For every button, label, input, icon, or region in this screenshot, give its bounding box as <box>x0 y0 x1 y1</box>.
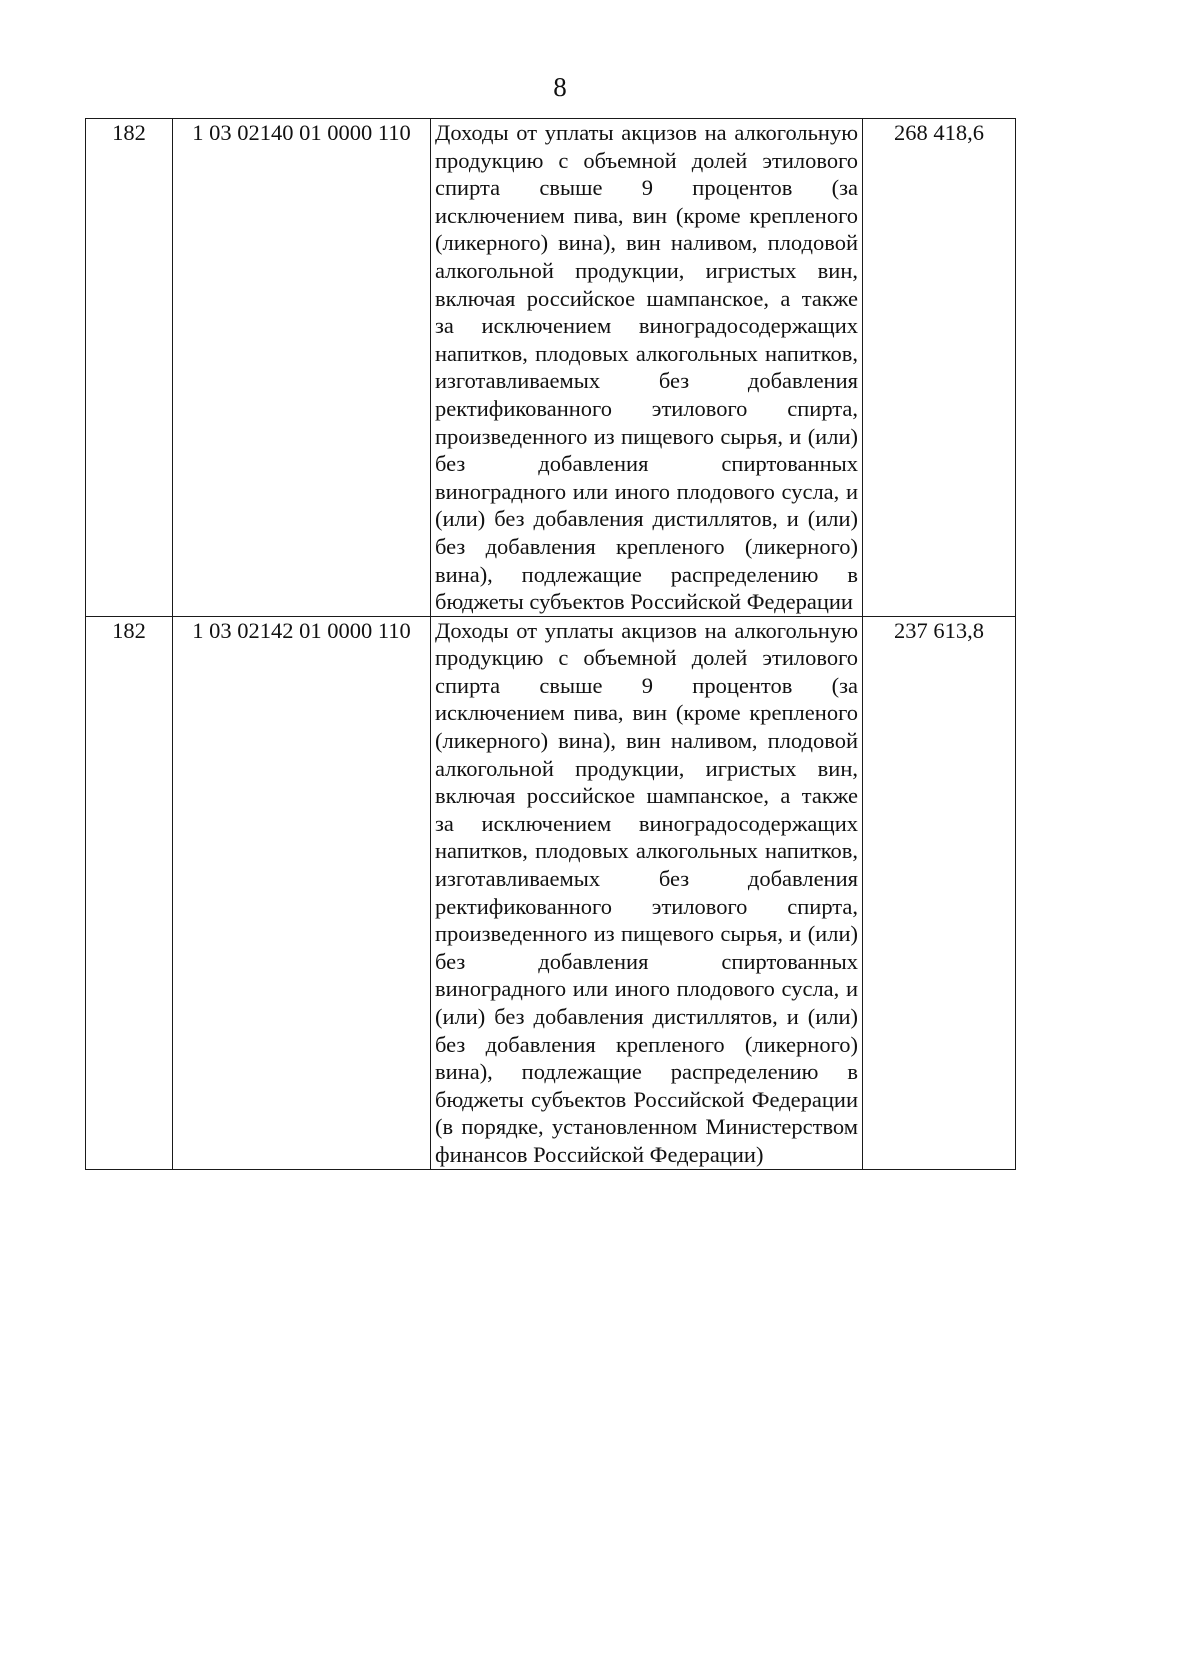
admin-code-cell: 182 <box>86 119 173 617</box>
revenue-table <box>85 118 1016 1170</box>
table-row <box>86 616 1016 1169</box>
income-code-cell: 1 03 02140 01 0000 110 <box>173 119 431 617</box>
income-name-cell: Доходы от уплаты акцизов на алкогольную продукцию с объемной долей этилового спирта свыше 9 процентов (за исключением пива, вин (кроме крепленого (ликерного) вина), вин наливом, плодовой алкогольной продукции, игристых вин, включая российское шампанское, а также за исключением виноградосодержащих напитков, плодовых алкогольных напитков, изготавливаемых без добавления ректификованного этилового спирта, произведенного из пищевого сырья, и (или) без добавления спиртованных виноградного или иного плодового сусла, и (или) без добавления дистиллятов, и (или) без добавления крепленого (ликерного) вина), подлежащие распределению в бюджеты субъектов Российской Федерации (в порядке, установленном Министерством финансов Российской Федерации) <box>431 616 863 1169</box>
amount-cell: 268 418,6 <box>863 119 1016 617</box>
page-number: 8 <box>553 72 567 102</box>
admin-code-cell: 182 <box>86 616 173 1169</box>
income-code-cell: 1 03 02142 01 0000 110 <box>173 616 431 1169</box>
table-row <box>86 119 1016 617</box>
income-name-cell: Доходы от уплаты акцизов на алкогольную продукцию с объемной долей этилового спирта свыше 9 процентов (за исключением пива, вин (кроме крепленого (ликерного) вина), вин наливом, плодовой алкогольной продукции, игристых вин, включая российское шампанское, а также за исключением виноградосодержащих напитков, плодовых алкогольных напитков, изготавливаемых без добавления ректификованного этилового спирта, произведенного из пищевого сырья, и (или) без добавления спиртованных виноградного или иного плодового сусла, и (или) без добавления дистиллятов, и (или) без добавления крепленого (ликерного) вина), подлежащие распределению в бюджеты субъектов Российской Федерации <box>431 119 863 617</box>
amount-cell: 237 613,8 <box>863 616 1016 1169</box>
